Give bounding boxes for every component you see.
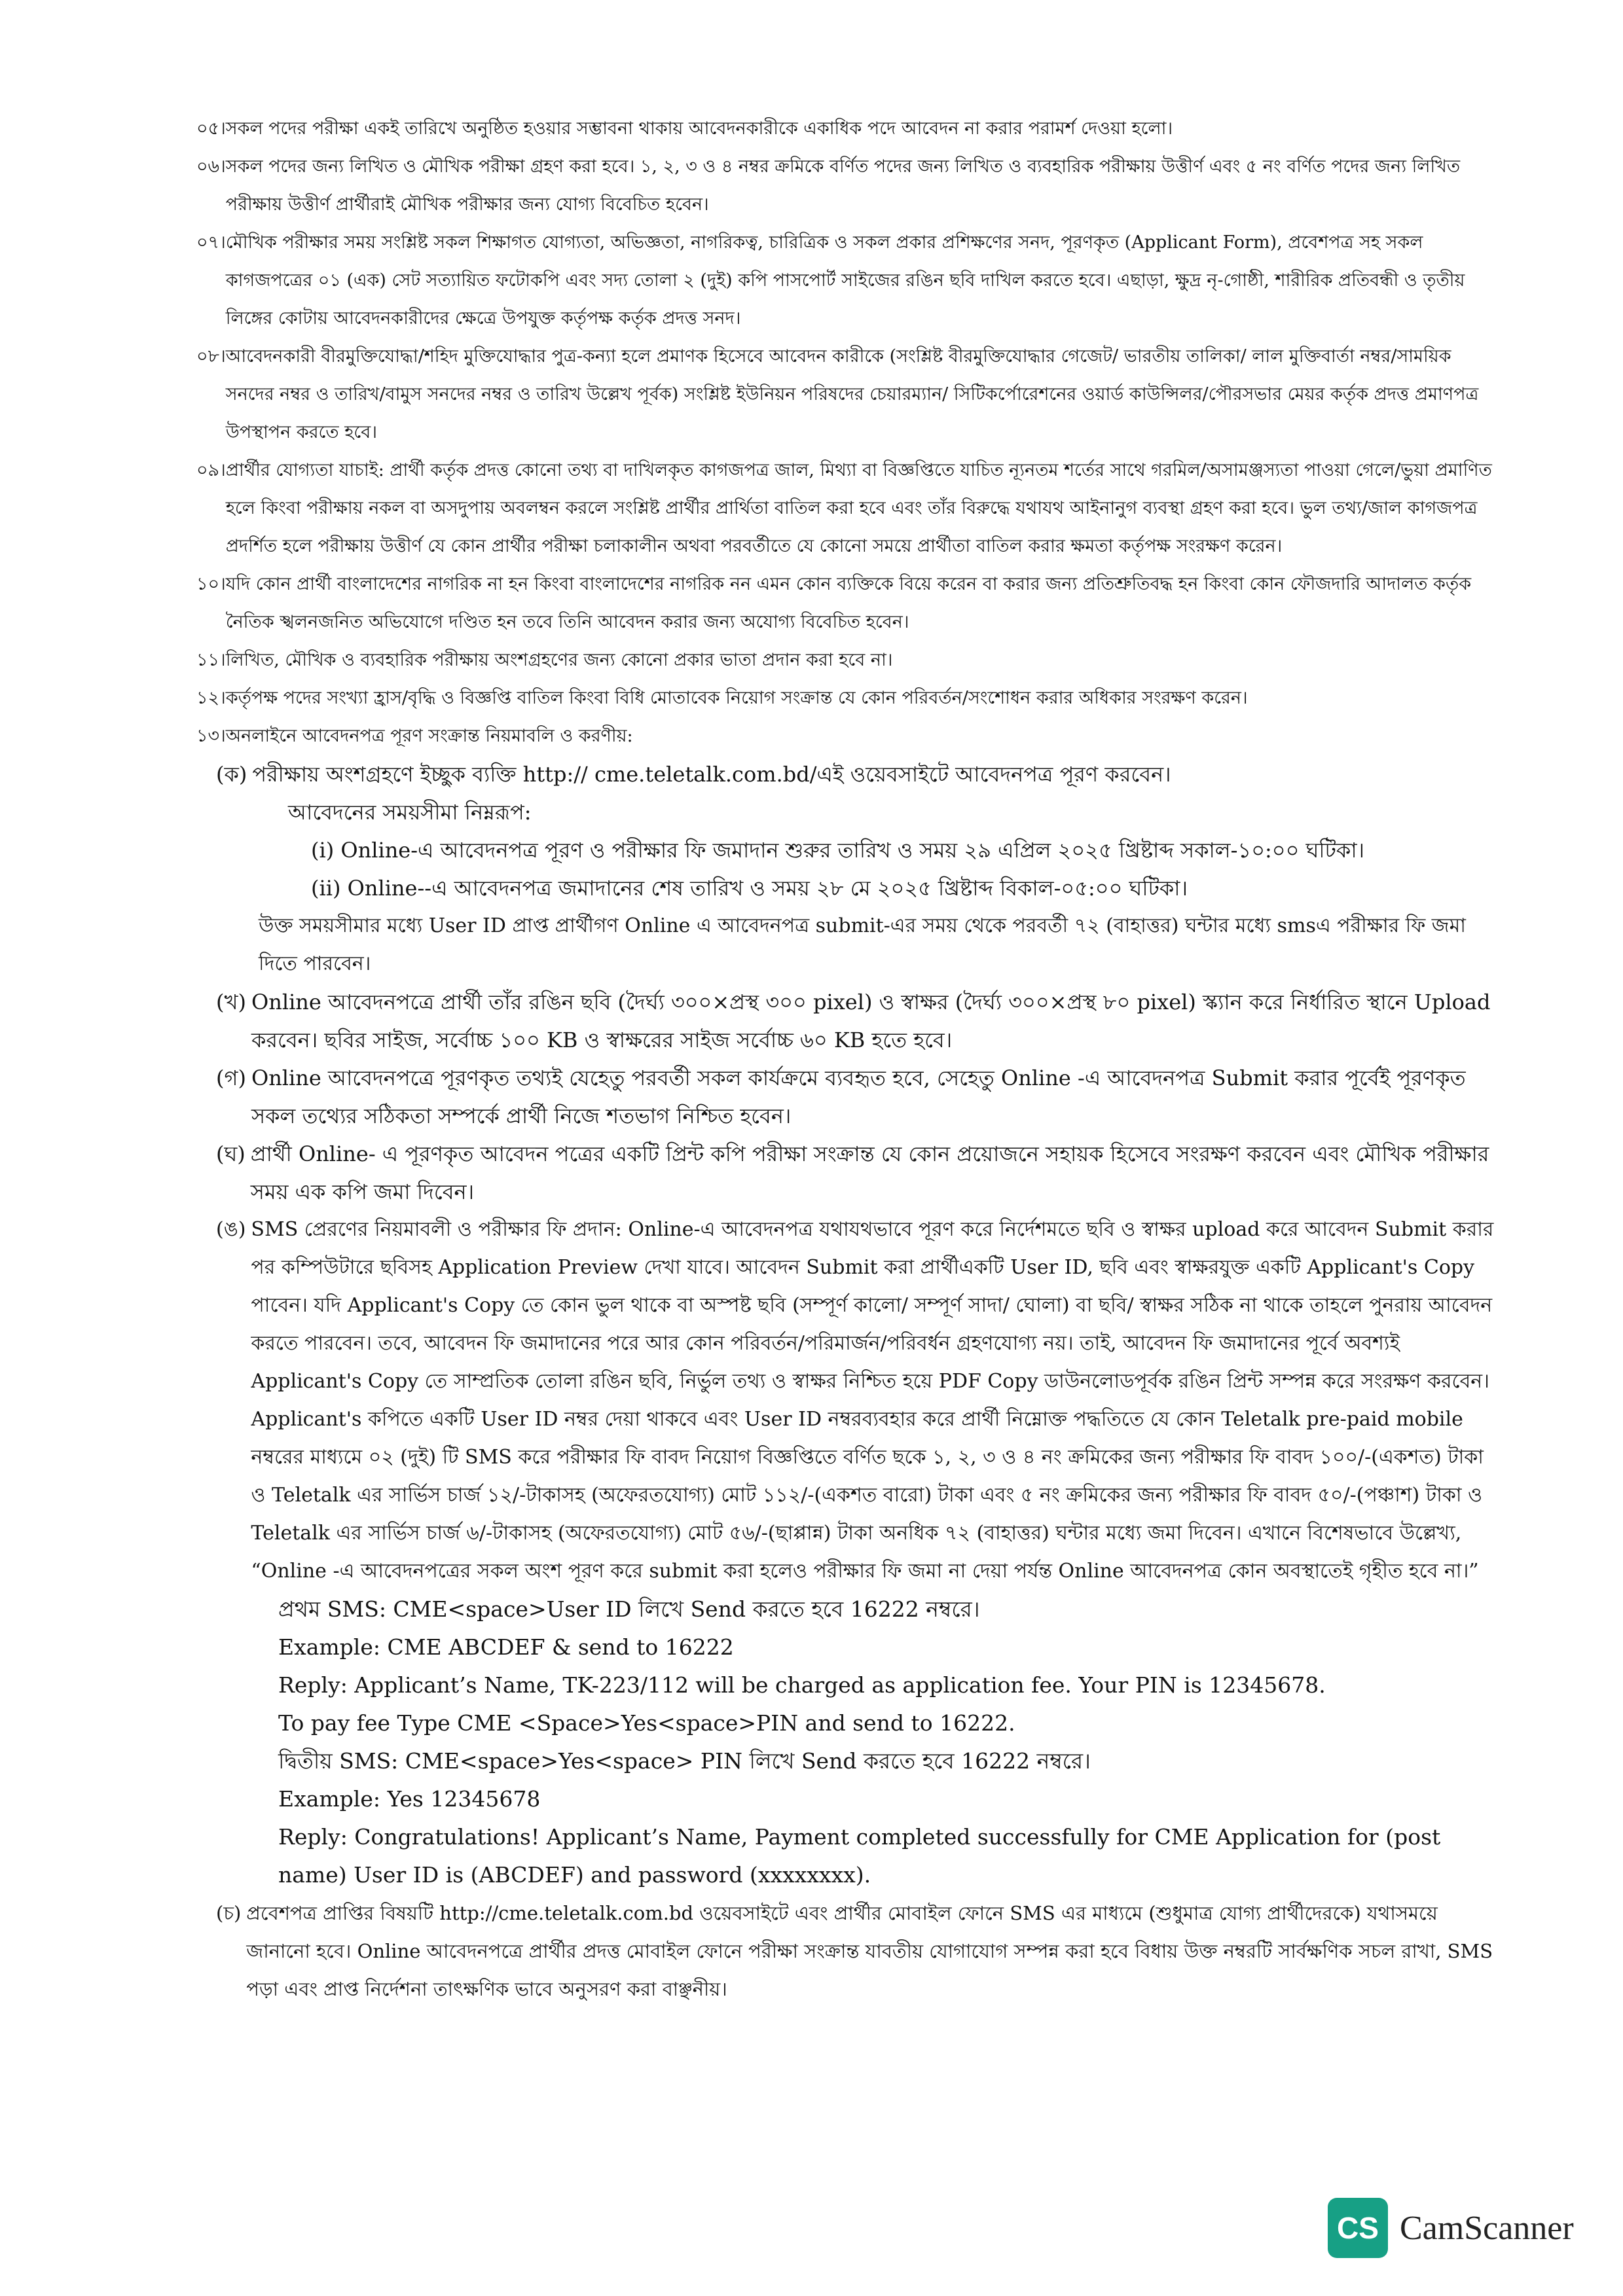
online-rule-ka	[216, 755, 1496, 793]
rule-text: যদি কোন প্রার্থী বাংলাদেশের নাগরিক না হন কিংবা বাংলাদেশের নাগরিক নন এমন কোন ব্যক্তিকে বিয়ে করেন বা করার জন্য প্রতিশ্রুতিবদ্ধ হন কিংবা কোন ফৌজদারি আদালত কর্তৃক নৈতিক স্খলনজনিত অভিযোগে দণ্ডিত হন তবে তিনি আবেদন করার জন্য অযোগ্য বিবেচিত হবেন।	[225, 574, 1472, 632]
rule-item	[196, 110, 1496, 148]
online-rule-kha	[216, 983, 1496, 1059]
rule-item	[196, 224, 1496, 338]
deadline-end: (ii) Online--এ আবেদনপত্র জমাদানের শেষ তারিখ ও সময় ২৮ মে ২০২৫ খ্রিষ্টাব্দ বিকাল-০৫:০০ ঘটিকা।	[311, 876, 1188, 901]
rule-text: আবেদনকারী বীরমুক্তিযোদ্ধা/শহিদ মুক্তিযোদ্ধার পুত্র-কন্যা হলে প্রমাণক হিসেবে আবেদন কারীকে (সংশ্লিষ্ট বীরমুক্তিযোদ্ধার গেজেট/ ভারতীয় তালিকা/ লাল মুক্তিবার্তা নম্বর/সাময়িক সনদের নম্বর ও তারিখ/বামুস সনদের নম্বর ও তারিখ উল্লেখ পূর্বক) সংশ্লিষ্ট ইউনিয়ন পরিষদের চেয়ারম্যান/ সিটিকর্পোরেশনের ওয়ার্ড কাউন্সিলর/পৌরসভার মেয়র কর্তৃক প্রদত্ত প্রমাণপত্র উপস্থাপন করতে হবে।	[225, 346, 1479, 442]
sub-label: (ঘ)	[216, 1141, 246, 1166]
online-rule-gha	[216, 1135, 1496, 1211]
online-rule-uma	[216, 1211, 1496, 1590]
sub-label: (ঙ)	[216, 1218, 246, 1241]
sub-label: (গ)	[216, 1066, 246, 1090]
rule-number: ০৯।	[196, 460, 226, 480]
deadline-start: (i) Online-এ আবেদনপত্র পূরণ ও পরীক্ষার ফি জমাদান শুরুর তারিখ ও সময় ২৯ এপ্রিল ২০২৫ খ্রিষ্টাব্দ সকাল-১০:০০ ঘটিকা।	[311, 838, 1365, 863]
sms-line: Example: CME ABCDEF & send to 16222	[278, 1634, 734, 1660]
sub-text: পরীক্ষায় অংশগ্রহণে ইচ্ছুক ব্যক্তি http:// cme.teletalk.com.bd/এই ওয়েবসাইটে আবেদনপত্র পূরণ করবেন।	[252, 762, 1171, 787]
rule-text: সকল পদের জন্য লিখিত ও মৌখিক পরীক্ষা গ্রহণ করা হবে। ১, ২, ৩ ও ৪ নম্বর ক্রমিকে বর্ণিত পদের জন্য লিখিত ও ব্যবহারিক পরীক্ষায় উত্তীর্ণ এবং ৫ নং বর্ণিত পদের জন্য লিখিত পরীক্ষায় উত্তীর্ণ প্রার্থীরাই মৌখিক পরীক্ষার জন্য যোগ্য বিবেচিত হবেন।	[225, 156, 1461, 215]
rule-item	[196, 641, 1496, 679]
sub-text: Online আবেদনপত্রে পূরণকৃত তথ্যই যেহেতু পরবর্তী সকল কার্যক্রমে ব্যবহৃত হবে, সেহেতু Online -এ আবেদনপত্র Submit করার পূর্বেই পূরণকৃত সকল তথ্যের সঠিকতা সম্পর্কে প্রার্থী নিজে শতভাগ নিশ্চিত হবেন।	[251, 1066, 1466, 1128]
rule-text: অনলাইনে আবেদনপত্র পূরণ সংক্রান্ত নিয়মাবলি ও করণীয়:	[225, 726, 633, 746]
rule-number: ০৮।	[196, 346, 226, 367]
rule-number: ০৭।	[196, 232, 226, 253]
sub-text: Online আবেদনপত্রে প্রার্থী তাঁর রঙিন ছবি (দৈর্ঘ্য ৩০০×প্রস্থ ৩০০ pixel) ও স্বাক্ষর (দৈর্ঘ্য ৩০০×প্রস্থ ৮০ pixel) স্ক্যান করে নির্ধারিত স্থানে Upload করবেন। ছবির সাইজ, সর্বোচ্চ ১০০ KB ও স্বাক্ষরের সাইজ সর্বোচ্চ ৬০ KB হতে হবে।	[251, 990, 1491, 1052]
rule-text: লিখিত, মৌখিক ও ব্যবহারিক পরীক্ষায় অংশগ্রহণের জন্য কোনো প্রকার ভাতা প্রদান করা হবে না।	[225, 650, 893, 670]
rule-text: মৌখিক পরীক্ষার সময় সংশ্লিষ্ট সকল শিক্ষাগত যোগ্যতা, অভিজ্ঞতা, নাগরিকত্ব, চারিত্রিক ও সকল প্রকার প্রশিক্ষণের সনদ, পূরণকৃত (Applicant Form), প্রবেশপত্র সহ সকল কাগজপত্রের ০১ (এক) সেট সত্যায়িত ফটোকপি এবং সদ্য তোলা ২ (দুই) কপি পাসপোর্ট সাইজের রঙিন ছবি দাখিল করতে হবে। এছাড়া, ক্ষুদ্র নৃ-গোষ্ঠী, শারীরিক প্রতিবন্ধী ও তৃতীয় লিঙ্গের কোটায় আবেদনকারীদের ক্ষেত্রে উপযুক্ত কর্তৃপক্ষ কর্তৃক প্রদত্ত সনদ।	[225, 232, 1465, 329]
camscanner-watermark	[1328, 2198, 1574, 2258]
rule-item	[196, 679, 1496, 717]
rule-item	[196, 452, 1496, 565]
sub-label: (ক)	[216, 762, 247, 787]
sms-line: দ্বিতীয় SMS: CME<space>Yes<space> PIN লিখে Send করতে হবে 16222 নম্বরে।	[278, 1748, 1091, 1774]
rule-item	[196, 565, 1496, 641]
sub-label: (চ)	[216, 1902, 242, 1924]
online-rule-cha	[216, 1894, 1496, 2008]
rule-item	[196, 338, 1496, 452]
rule-item	[196, 717, 1496, 755]
rule-number: ১০।	[196, 574, 226, 594]
rule-item	[196, 148, 1496, 224]
sub-text: SMS প্রেরণের নিয়মাবলী ও পরীক্ষার ফি প্রদান: Online-এ আবেদনপত্র যথাযথভাবে পূরণ করে নির্দেশমতে ছবি ও স্বাক্ষর upload করে আবেদন Submit করার পর কম্পিউটারে ছবিসহ Application Preview দেখা যাবে। আবেদন Submit করা প্রার্থীএকটি User ID, ছবি এবং স্বাক্ষরযুক্ত একটি Applicant's Copy পাবেন। যদি Applicant's Copy তে কোন ভুল থাকে বা অস্পষ্ট ছবি (সম্পূর্ণ কালো/ সম্পূর্ণ সাদা/ ঘোলা) বা ছবি/ স্বাক্ষর সঠিক না থাকে তাহলে পুনরায় আবেদন করতে পারবেন। তবে, আবেদন ফি জমাদানের পরে আর কোন পরিবর্তন/পরিমার্জন/পরিবর্ধন গ্রহণযোগ্য নয়। তাই, আবেদন ফি জমাদানের পূর্বে অবশ্যই Applicant's Copy তে সাম্প্রতিক তোলা রঙিন ছবি, নির্ভুল তথ্য ও স্বাক্ষর নিশ্চিত হয়ে PDF Copy ডাউনলোডপূর্বক রঙিন প্রিন্ট সম্পন্ন করে সংরক্ষণ করবেন। Applicant's কপিতে একটি User ID নম্বর দেয়া থাকবে এবং User ID নম্বরব্যবহার করে প্রার্থী নিম্নোক্ত পদ্ধতিতে যে কোন Teletalk pre-paid mobile নম্বরের মাধ্যমে ০২ (দুই) টি SMS করে পরীক্ষার ফি বাবদ নিয়োগ বিজ্ঞপ্তিতে বর্ণিত ছকে ১, ২, ৩ ও ৪ নং ক্রমিকের জন্য পরীক্ষার ফি বাবদ ১০০/-(একশত) টাকা ও Teletalk এর সার্ভিস চার্জ ১২/-টাকাসহ (অফেরতযোগ্য) মোট ১১২/-(একশত বারো) টাকা এবং ৫ নং ক্রমিকের জন্য পরীক্ষার ফি বাবদ ৫০/-(পঞ্চাশ) টাকা ও Teletalk এর সার্ভিস চার্জ ৬/-টাকাসহ (অফেরতযোগ্য) মোট ৫৬/-(ছাপ্পান্ন) টাকা অনধিক ৭২ (বাহাত্তর) ঘন্টার মধ্যে জমা দিবেন। এখানে বিশেষভাবে উল্লেখ্য, “Online -এ আবেদনপত্রের সকল অংশ পূরণ করে submit করা হলেও পরীক্ষার ফি জমা না দেয়া পর্যন্ত Online আবেদনপত্র কোন অবস্থাতেই গৃহীত হবে না।”	[251, 1218, 1494, 1583]
sms-line: Reply: Applicant’s Name, TK-223/112 will be charged as application fee. Your PIN is 12345678.	[278, 1672, 1326, 1698]
instructions-body	[196, 110, 1496, 2008]
sub-text: প্রার্থী Online- এ পূরণকৃত আবেদন পত্রের একটি প্রিন্ট কপি পরীক্ষা সংক্রান্ত যে কোন প্রয়োজনে সহায়ক হিসেবে সংরক্ষণ করবেন এবং মৌখিক পরীক্ষার সময় এক কপি জমা দিবেন।	[250, 1141, 1489, 1204]
sms-line: প্রথম SMS: CME<space>User ID লিখে Send করতে হবে 16222 নম্বরে।	[278, 1596, 980, 1622]
deadline-note: উক্ত সময়সীমার মধ্যে User ID প্রাপ্ত প্রার্থীগণ Online এ আবেদনপত্র submit-এর সময় থেকে পরবর্তী ৭২ (বাহাত্তর) ঘন্টার মধ্যে smsএ পরীক্ষার ফি জমা দিতে পারবেন।	[259, 914, 1466, 975]
rule-number: ০৬।	[196, 156, 226, 177]
sub-text: প্রবেশপত্র প্রাপ্তির বিষয়টি http://cme.teletalk.com.bd ওয়েবসাইটে এবং প্রার্থীর মোবাইল ফোনে SMS এর মাধ্যমে (শুধুমাত্র যোগ্য প্রার্থীদেরকে) যথাসময়ে জানানো হবে। Online আবেদনপত্রে প্রার্থীর প্রদত্ত মোবাইল ফোনে পরীক্ষা সংক্রান্ত যাবতীয় যোগাযোগ সম্পন্ন করা হবে বিধায় উক্ত নম্বরটি সার্বক্ষণিক সচল রাখা, SMS পড়া এবং প্রাপ্ত নির্দেশনা তাৎক্ষণিক ভাবে অনুসরণ করা বাঞ্ছনীয়।	[246, 1902, 1493, 2000]
rule-number: ১১।	[196, 650, 226, 670]
rule-number: ১৩।	[196, 726, 226, 746]
sms-line: Example: Yes 12345678	[278, 1786, 541, 1812]
sub-label: (খ)	[216, 990, 246, 1014]
camscanner-text: CamScanner	[1400, 2209, 1574, 2247]
deadline-heading: আবেদনের সময়সীমা নিম্নরূপ:	[288, 800, 532, 825]
rule-text: প্রার্থীর যোগ্যতা যাচাই: প্রার্থী কর্তৃক প্রদত্ত কোনো তথ্য বা দাখিলকৃত কাগজপত্র জাল, মিথ্যা বা বিজ্ঞপ্তিতে যাচিত ন্যূনতম শর্তের সাথে গরমিল/অসামঞ্জস্যতা পাওয়া গেলে/ভুয়া প্রমাণিত হলে কিংবা পরীক্ষায় নকল বা অসদুপায় অবলম্বন করলে সংশ্লিষ্ট প্রার্থীর প্রার্থিতা বাতিল করা হবে এবং তাঁর বিরুদ্ধে যথাযথ আইনানুগ ব্যবস্থা গ্রহণ করা হবে। ভুল তথ্য/জাল কাগজপত্র প্রদর্শিত হলে পরীক্ষায় উত্তীর্ণ যে কোন প্রার্থীর পরীক্ষা চলাকালীন অথবা পরবর্তীতে যে কোনো সময়ে প্রার্থীতা বাতিল করার ক্ষমতা কর্তৃপক্ষ সংরক্ষণ করেন।	[225, 460, 1492, 556]
sms-line: To pay fee Type CME <Space>Yes<space>PIN and send to 16222.	[278, 1710, 1015, 1736]
rule-text: কর্তৃপক্ষ পদের সংখ্যা হ্রাস/বৃদ্ধি ও বিজ্ঞপ্তি বাতিল কিংবা বিধি মোতাবেক নিয়োগ সংক্রান্ত যে কোন পরিবর্তন/সংশোধন করার অধিকার সংরক্ষণ করেন।	[225, 688, 1248, 708]
rule-number: ১২।	[196, 688, 226, 708]
sms-line: Reply: Congratulations! Applicant’s Name, Payment completed successfully for CME Application for (post name) User ID is (ABCDEF) and password (xxxxxxxx).	[278, 1824, 1441, 1888]
rule-number: ০৫।	[196, 118, 226, 139]
sms-instructions	[278, 1590, 1496, 1894]
rule-text: সকল পদের পরীক্ষা একই তারিখে অনুষ্ঠিত হওয়ার সম্ভাবনা থাকায় আবেদনকারীকে একাধিক পদে আবেদন না করার পরামর্শ দেওয়া হলো।	[225, 118, 1173, 139]
online-rule-ga	[216, 1059, 1496, 1135]
camscanner-logo-icon: CS	[1328, 2198, 1388, 2258]
